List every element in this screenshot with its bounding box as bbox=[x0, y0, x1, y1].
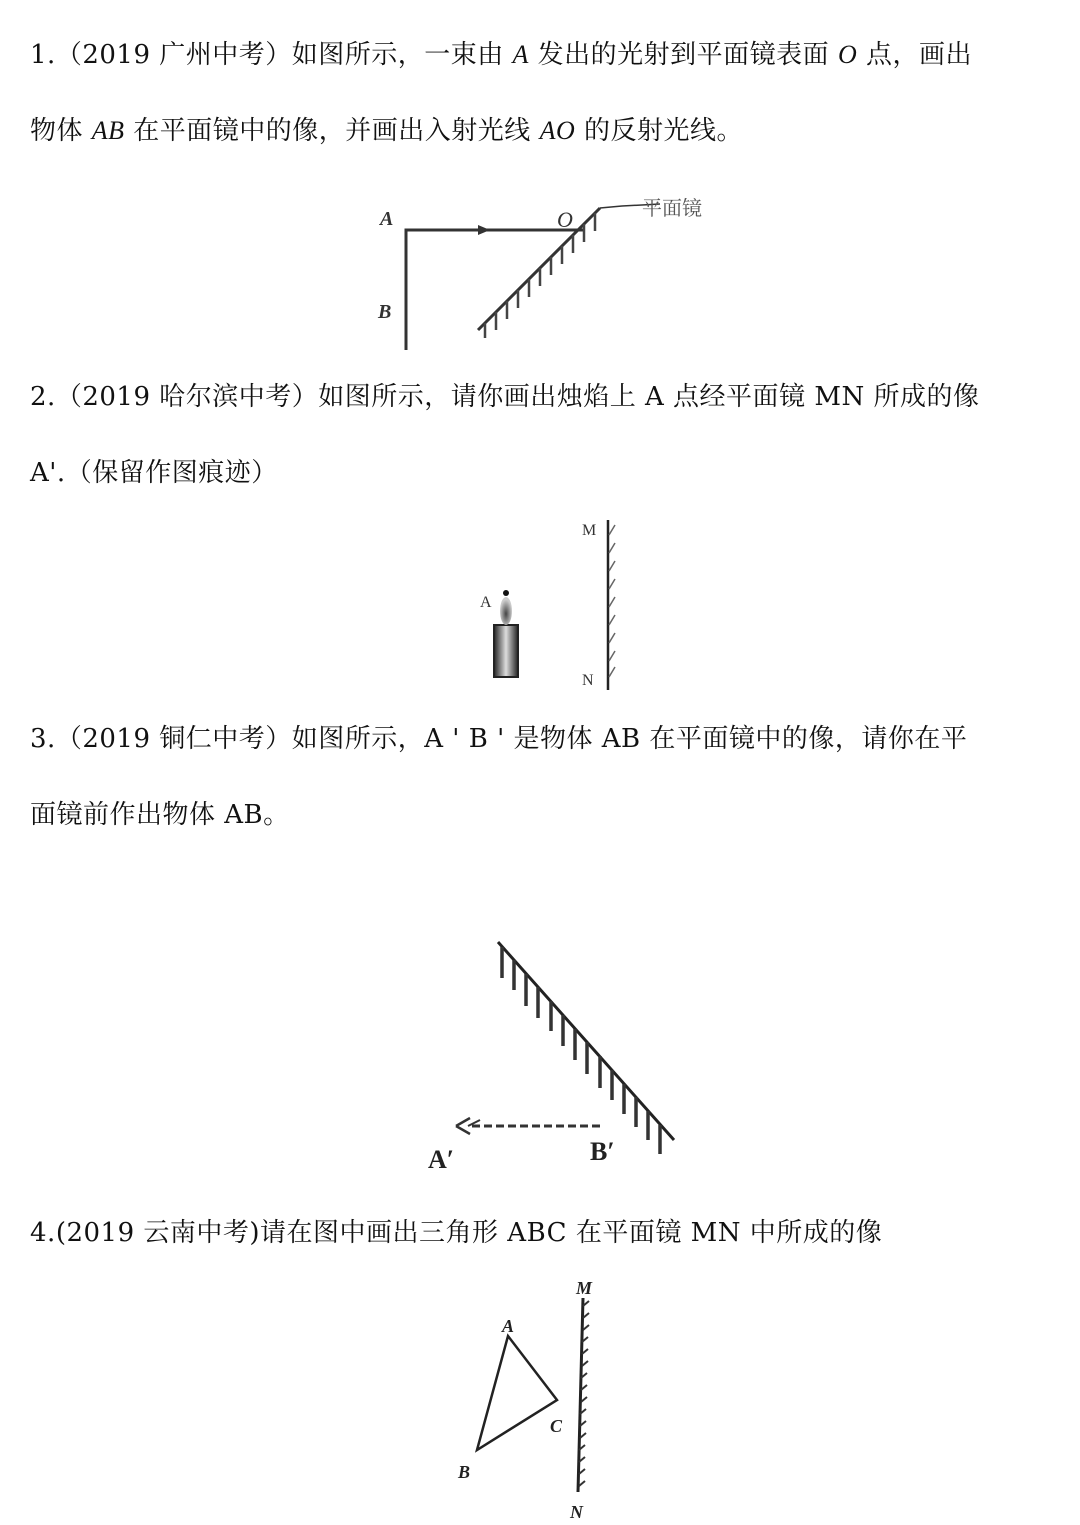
question-number: 3. bbox=[30, 724, 56, 754]
svg-text:M: M bbox=[582, 522, 597, 539]
question-4-line-1: 4.(2019 云南中考)请在图中画出三角形 ABC 在平面镜 MN 中所成的像 bbox=[30, 1218, 883, 1248]
svg-text:M: M bbox=[576, 1278, 593, 1298]
svg-text:B′: B′ bbox=[590, 1137, 615, 1166]
question-1-line-1: 1.（2019 广州中考）如图所示，一束由 A 发出的光射到平面镜表面 O 点，画出 bbox=[30, 40, 972, 70]
question-number: 2. bbox=[30, 382, 56, 412]
question-2-line-1: 2.（2019 哈尔滨中考）如图所示，请你画出烛焰上 A 点经平面镜 MN 所成的像 bbox=[30, 382, 980, 412]
candle-icon bbox=[494, 625, 518, 677]
label-O: O bbox=[557, 207, 573, 232]
figure-4-triangle-mirror bbox=[440, 1270, 620, 1525]
svg-text:B: B bbox=[458, 1462, 471, 1482]
mirror-label: 平面镜 bbox=[642, 198, 702, 220]
figure-3-slanted-mirror bbox=[410, 920, 700, 1180]
question-number: 4. bbox=[30, 1218, 56, 1248]
question-3-line-2: 面镜前作出物体 AB。 bbox=[30, 800, 290, 830]
label-B: B bbox=[378, 301, 392, 323]
svg-text:N: N bbox=[570, 1502, 583, 1522]
figure-1-mirror-diagram bbox=[360, 180, 740, 350]
flame-icon bbox=[500, 597, 512, 625]
svg-text:C: C bbox=[550, 1416, 563, 1436]
svg-text:A′: A′ bbox=[428, 1145, 455, 1174]
question-number: 1. bbox=[30, 40, 56, 70]
question-3-line-1: 3.（2019 铜仁中考）如图所示，A ' B ' 是物体 AB 在平面镜中的像，请你在平 bbox=[30, 724, 968, 754]
figure-2-candle-mirror bbox=[460, 505, 660, 700]
label-A: A bbox=[380, 208, 394, 230]
svg-text:A: A bbox=[480, 594, 492, 611]
svg-text:A: A bbox=[502, 1316, 515, 1336]
question-2-line-2: A'.（保留作图痕迹） bbox=[30, 458, 278, 488]
svg-text:N: N bbox=[582, 672, 594, 689]
triangle-abc bbox=[477, 1336, 557, 1450]
question-1-line-2: 物体 AB 在平面镜中的像，并画出入射光线 AO 的反射光线。 bbox=[30, 116, 743, 146]
